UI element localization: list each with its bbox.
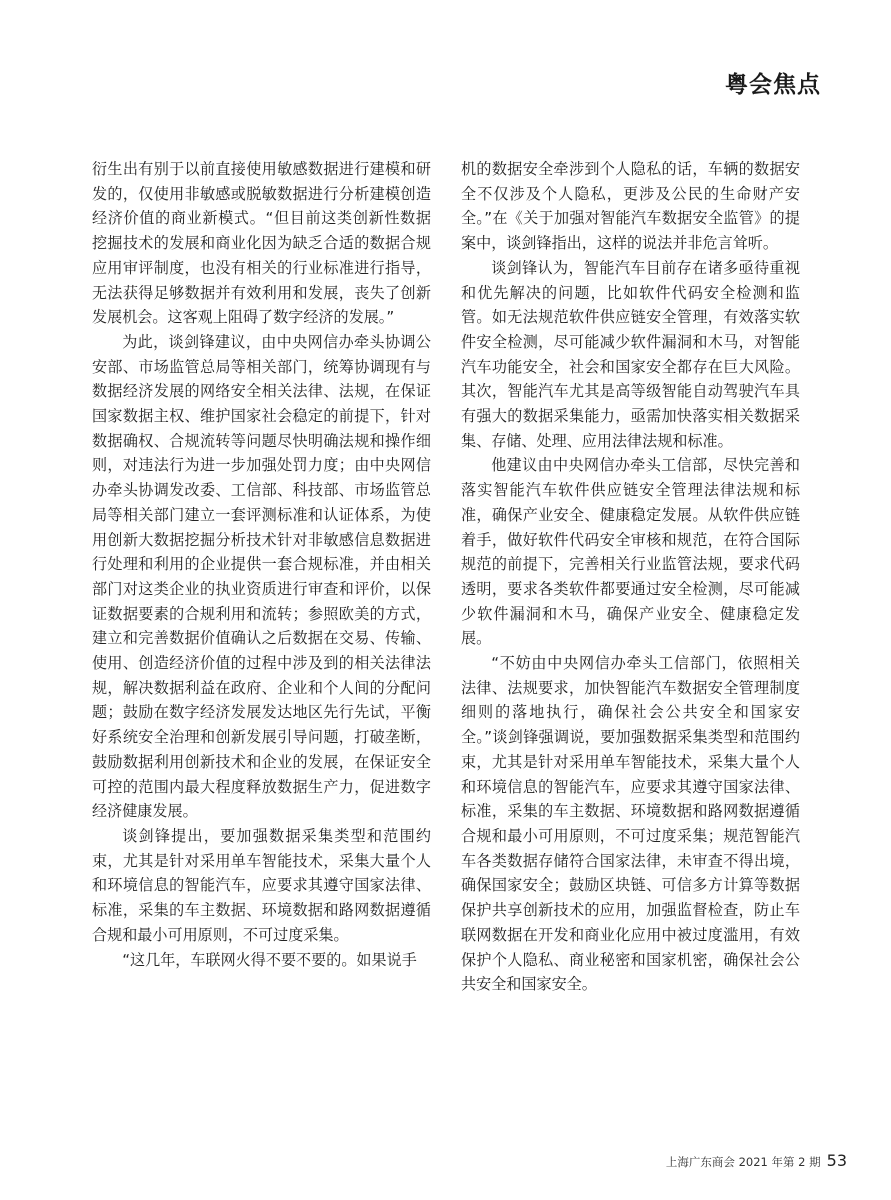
- paragraph: 他建议由中央网信办牵头工信部，尽快完善和落实智能汽车软件供应链安全管理法律法规和标准，确保产业安全、健康稳定发展。从软件供应链着手，做好软件代码安全审核和规范，在符合国际规范的前提下，完善相关行业监管法规，要求代码透明，要求各类软件都要通过安全检测，尽可能减少软件漏洞和木马，确保产业安全、健康稳定发展。: [461, 456, 800, 648]
- paragraph: “这几年，车联网火得不要不要的。如果说手: [122, 950, 417, 969]
- page-number: 53: [826, 1151, 847, 1170]
- paragraph: 谈剑锋提出，要加强数据采集类型和范围约束，尤其是针对采用单车智能技术，采集大量个人和环境信息的智能汽车，应要求其遵守国家法律、标准，采集的车主数据、环境数据和路网数据遵循合规和最小可用原则，不可过度采集。: [92, 826, 431, 944]
- paragraph: 机的数据安全牵涉到个人隐私的话，车辆的数据安全不仅涉及个人隐私，更涉及公民的生命财产安全。”在《关于加强对智能汽车数据安全监管》的提案中，谈剑锋指出，这样的说法并非危言耸听。: [461, 160, 800, 253]
- paragraph: 为此，谈剑锋建议，由中央网信办牵头协调公安部、市场监管总局等相关部门，统筹协调现有与数据经济发展的网络安全相关法律、法规，在保证国家数据主权、维护国家社会稳定的前提下，针对数据确权、合规流转等问题尽快明确法规和操作细则，对违法行为进一步加强处罚力度；由中央网信办牵头协调发改委、工信部、科技部、市场监管总局等相关部门建立一套评测标准和认证体系，为使用创新大数据挖掘分析技术针对非敏感信息数据进行处理和利用的企业提供一套合规标准，并由相关部门对这类企业的执业资质进行审查和评价，以保证数据要素的合规利用和流转；参照欧美的方式，建立和完善数据价值确认之后数据在交易、传输、使用、创造经济价值的过程中涉及到的相关法律法规，解决数据利益在政府、企业和个人间的分配问题；鼓励在数字经济发展发达地区先行先试，平衡好系统安全治理和创新发展引导问题，打破垄断，鼓励数据利用创新技术和企业的发展，在保证安全可控的范围内最大程度释放数据生产力，促进数字经济健康发展。: [92, 332, 431, 821]
- paragraph: 谈剑锋认为，智能汽车目前存在诸多亟待重视和优先解决的问题，比如软件代码安全检测和监管。如无法规范软件供应链安全管理，有效落实软件安全检测，尽可能减少软件漏洞和木马，对智能汽车功能安全，社会和国家安全都存在巨大风险。其次，智能汽车尤其是高等级智能自动驾驶汽车具有强大的数据采集能力，亟需加快落实相关数据采集、存储、处理、应用法律法规和标准。: [461, 258, 800, 450]
- right-column: [461, 157, 800, 997]
- left-column: [92, 157, 431, 972]
- page-footer: [666, 1151, 847, 1170]
- paragraph: “不妨由中央网信办牵头工信部门，依照相关法律、法规要求，加快智能汽车数据安全管理制度细则的落地执行，确保社会公共安全和国家安全。”谈剑锋强调说，要加强数据采集类型和范围约束，尤其是针对采用单车智能技术，采集大量个人和环境信息的智能汽车，应要求其遵守国家法律、标准，采集的车主数据、环境数据和路网数据遵循合规和最小可用原则，不可过度采集；规范智能汽车各类数据存储符合国家法律，未审查不得出境，确保国家安全；鼓励区块链、可信多方计算等数据保护共享创新技术的应用，加强监督检查，防止车联网数据在开发和商业化应用中被过度滥用，有效保护个人隐私、商业秘密和国家机密，确保社会公共安全和国家安全。: [461, 654, 800, 994]
- section-title: 粤会焦点: [725, 72, 821, 98]
- paragraph: 衍生出有别于以前直接使用敏感数据进行建模和研发的，仅使用非敏感或脱敏数据进行分析建模创造经济价值的商业新模式。“但目前这类创新性数据挖掘技术的发展和商业化因为缺乏合适的数据合规应用审评制度，也没有相关的行业标准进行指导，无法获得足够数据并有效利用和发展，丧失了创新发展机会。这客观上阻碍了数字经济的发展。”: [92, 160, 431, 327]
- publication-info: 上海广东商会 2021 年第 2 期: [665, 1155, 821, 1169]
- page-header: [0, 58, 891, 98]
